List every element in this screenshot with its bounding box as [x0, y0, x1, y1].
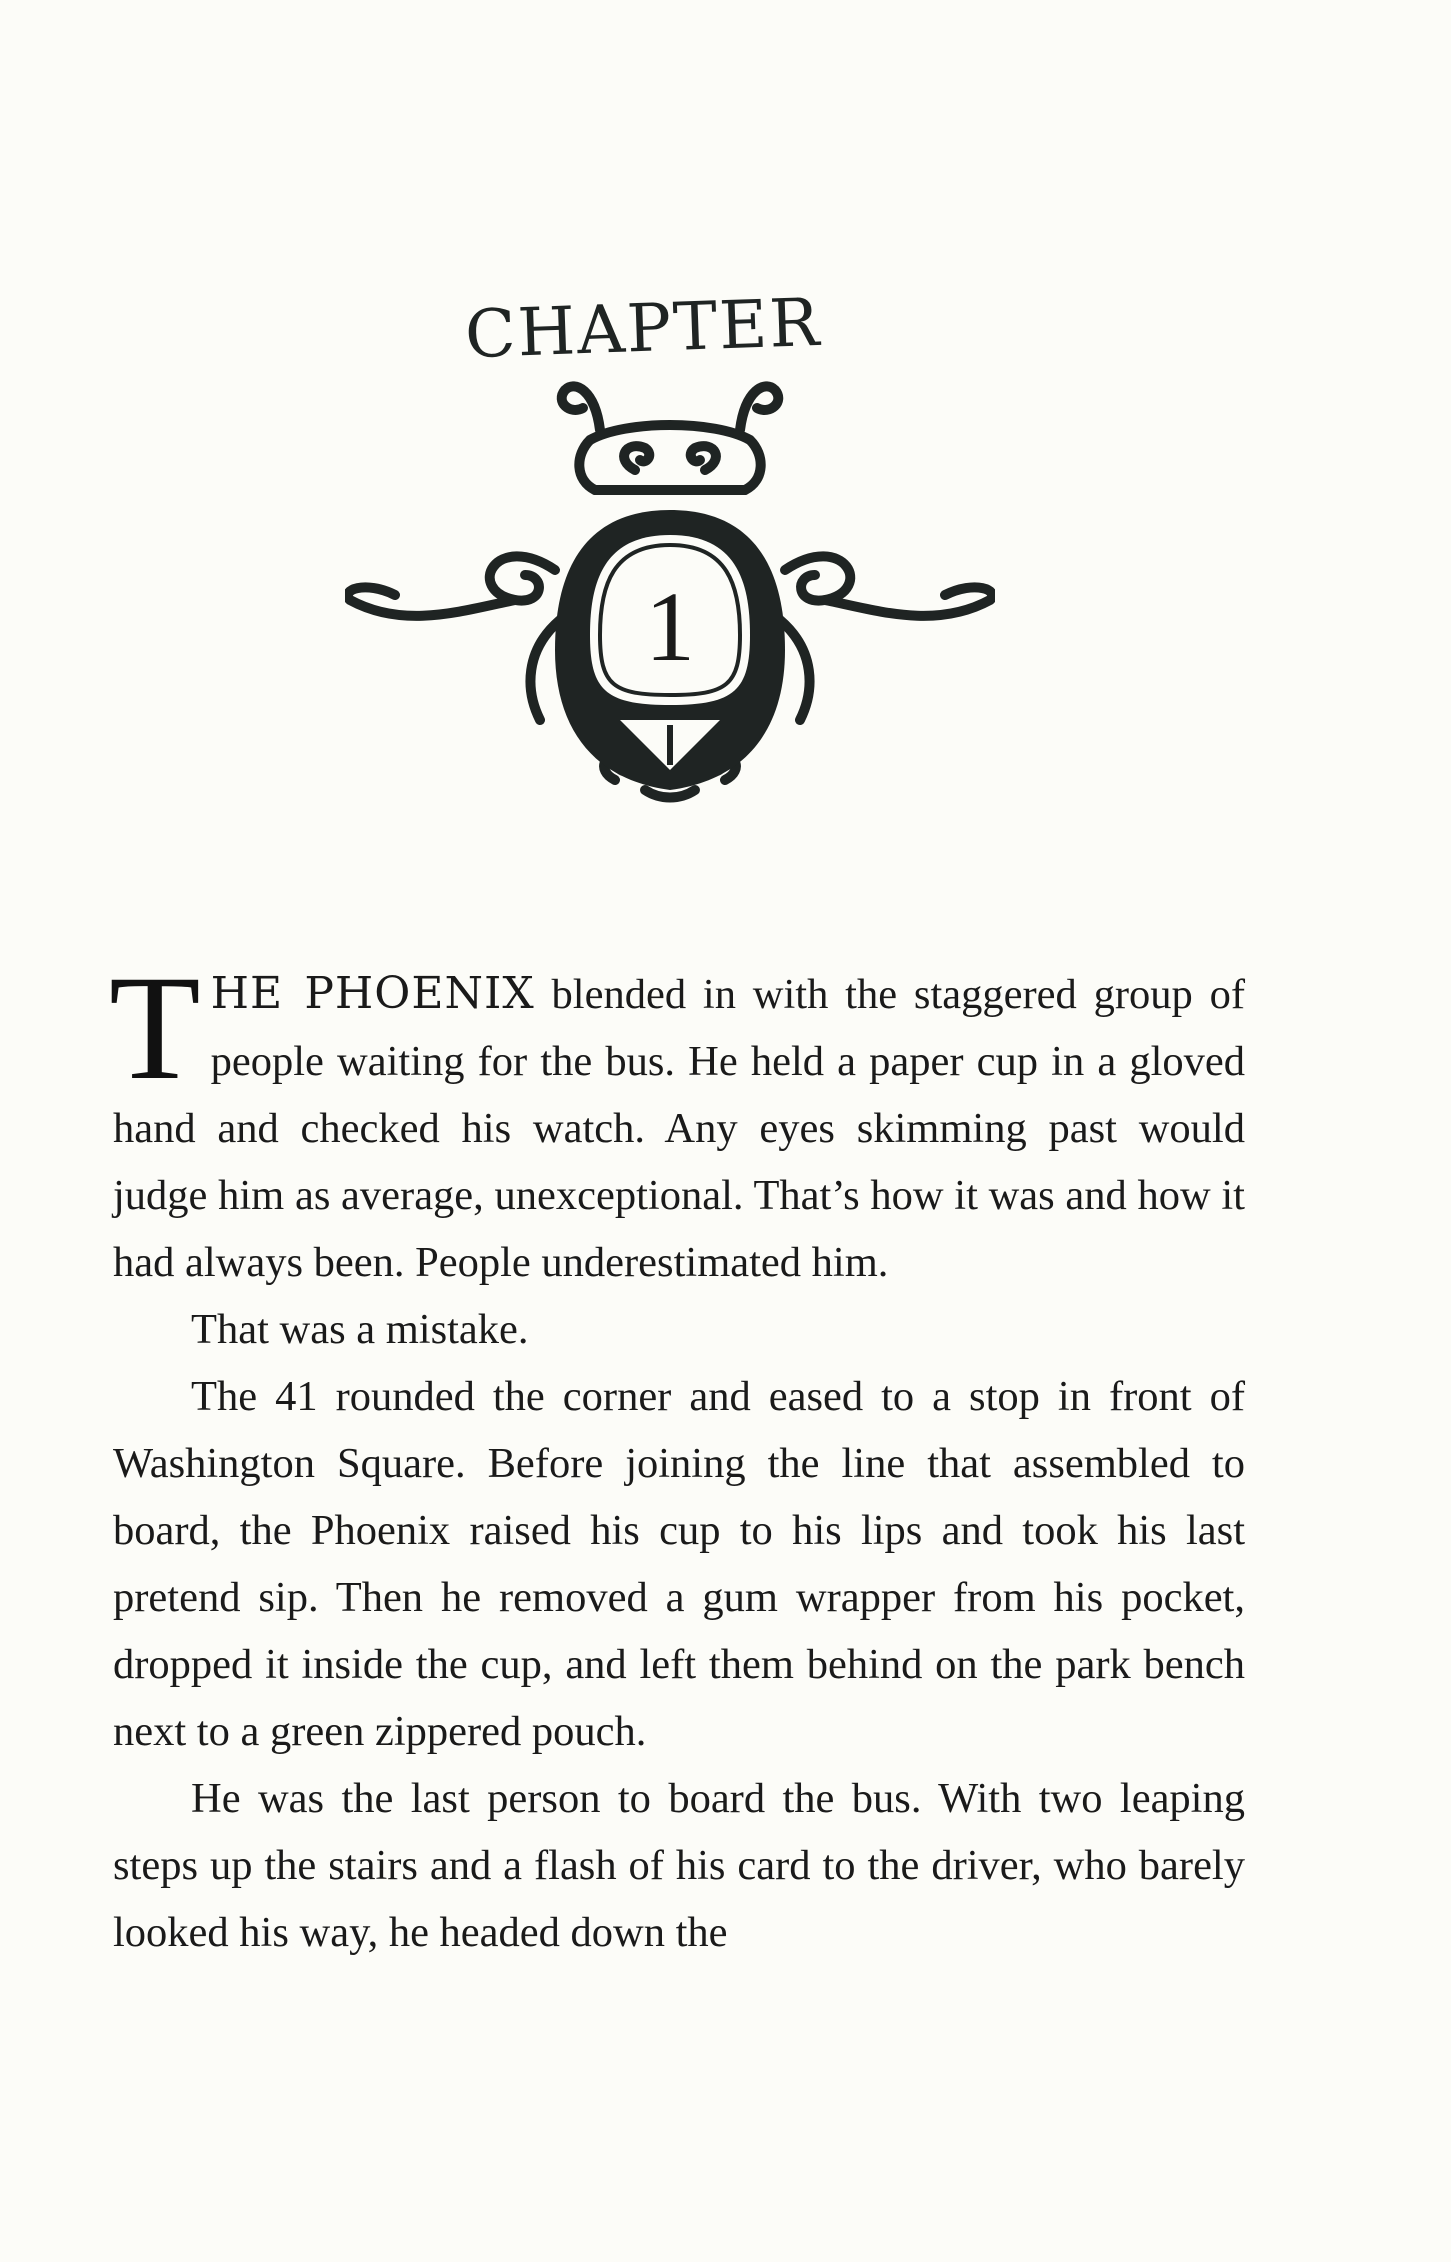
- chapter-heading: CHAPTER: [463, 283, 823, 374]
- paragraph-2: That was a mistake.: [191, 1306, 529, 1353]
- paragraph-1-text: blended in with the staggered group of people waiting for the bus. He held a paper cup in a gloved hand and checked his watch. Any eyes skimming past would judge him as average, unexceptional. That’s how it was and how it had always been. People underestimated him.: [113, 971, 1245, 1286]
- lead-in: HE PHOENIX: [210, 968, 535, 1019]
- drop-cap: T: [109, 945, 201, 1111]
- scarab-emblem: [345, 360, 995, 830]
- paragraph-1: [109, 945, 1245, 1296]
- paragraph-4: He was the last person to board the bus. With two leaping steps up the stairs and a flash of his card to the driver, who barely looked his way, he headed down the: [113, 1775, 1245, 1956]
- chapter-body: [109, 945, 1245, 1966]
- chapter-number: 1: [645, 571, 695, 682]
- paragraph-3: The 41 rounded the corner and eased to a stop in front of Washington Square. Before joining the line that assembled to board, the Phoenix raised his cup to his lips and took his last pretend sip. Then he removed a gum wrapper from his pocket, dropped it inside the cup, and left them behind on the park bench next to a green zippered pouch.: [113, 1373, 1245, 1755]
